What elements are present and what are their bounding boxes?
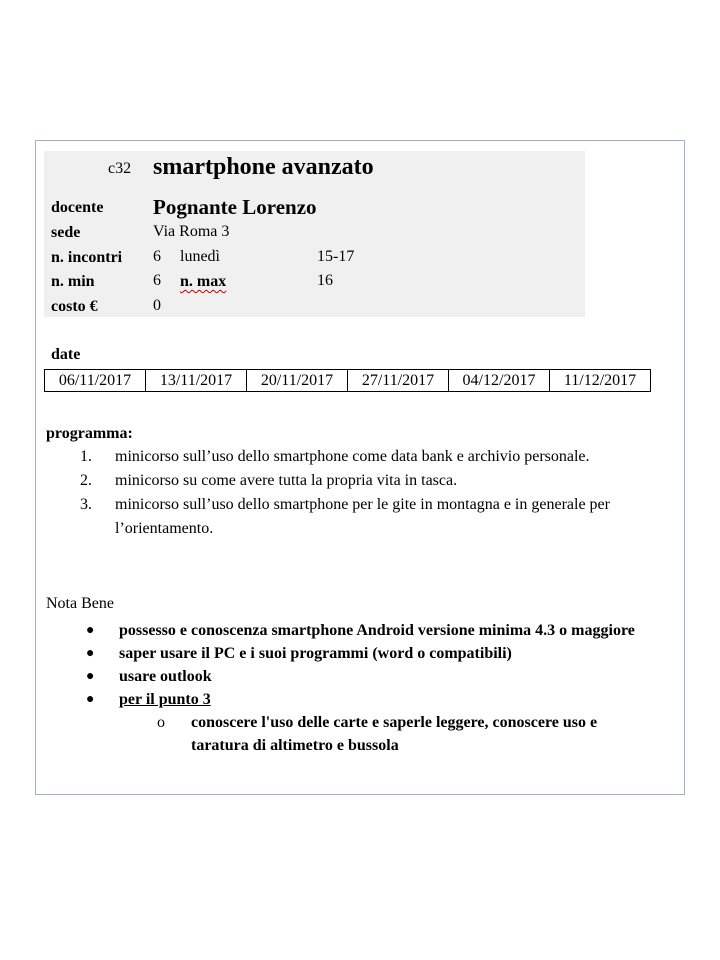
item-text: usare outlook [119, 668, 212, 685]
date-cell: 27/11/2017 [348, 370, 449, 392]
sede-label: sede [51, 224, 81, 241]
nota-bene-subitem [157, 711, 657, 757]
programma-item [80, 469, 640, 493]
nota-bene-list [86, 619, 686, 757]
bullet-icon: ● [86, 669, 95, 684]
item-text: saper usare il PC e i suoi programmi (word o compatibili) [119, 645, 512, 662]
item-text: minicorso su come avere tutta la propria vita in tasca. [115, 472, 458, 489]
costo-value: 0 [153, 297, 161, 314]
orario-value: 15-17 [317, 248, 355, 265]
max-label: n. max [180, 273, 227, 290]
item-number: 1. [80, 448, 92, 465]
nota-bene-label: Nota Bene [46, 595, 114, 612]
date-cell: 04/12/2017 [449, 370, 550, 392]
item-text: minicorso sull’uso dello smartphone per le gite in montagna e in generale per l’orientamento. [115, 496, 610, 537]
date-cell: 20/11/2017 [247, 370, 348, 392]
programma-item [80, 445, 640, 469]
programma-item [80, 493, 640, 541]
incontri-value: 6 [153, 248, 161, 265]
course-title: smartphone avanzato [153, 154, 374, 180]
dates-table [44, 369, 651, 392]
date-cell: 06/11/2017 [45, 370, 146, 392]
nota-bene-item [86, 642, 686, 665]
nota-bene-item [86, 665, 686, 688]
date-cell: 11/12/2017 [550, 370, 651, 392]
docente-value: Pognante Lorenzo [153, 195, 317, 219]
item-text: minicorso sull’uso dello smartphone come data bank e archivio personale. [115, 448, 590, 465]
subitem-text: conoscere l'uso delle carte e saperle leggere, conoscere uso e taratura di altimetro e bussola [191, 714, 598, 754]
dates-label: date [51, 346, 81, 363]
dates-row [45, 370, 651, 392]
item-text: possesso e conoscenza smartphone Android versione minima 4.3 o maggiore [119, 622, 635, 639]
nota-bene-sublist [157, 711, 657, 757]
date-cell: 13/11/2017 [146, 370, 247, 392]
sede-value: Via Roma 3 [153, 223, 230, 240]
bullet-icon: ● [86, 646, 95, 661]
item-number: 3. [80, 496, 92, 513]
course-code: c32 [108, 160, 132, 177]
bullet-icon: ● [86, 623, 95, 638]
incontri-label: n. incontri [51, 249, 123, 266]
max-value: 16 [317, 272, 333, 289]
giorno-value: lunedì [180, 248, 220, 265]
min-label: n. min [51, 273, 95, 290]
nota-bene-item [86, 619, 686, 642]
item-number: 2. [80, 472, 92, 489]
circle-bullet-icon: o [157, 714, 165, 731]
programma-label: programma: [46, 425, 133, 442]
item-text: per il punto 3 [119, 691, 211, 708]
docente-label: docente [51, 199, 104, 216]
costo-label: costo € [51, 298, 98, 315]
min-value: 6 [153, 272, 161, 289]
nota-bene-item [86, 688, 686, 757]
bullet-icon: ● [86, 692, 95, 707]
programma-list [80, 445, 640, 541]
